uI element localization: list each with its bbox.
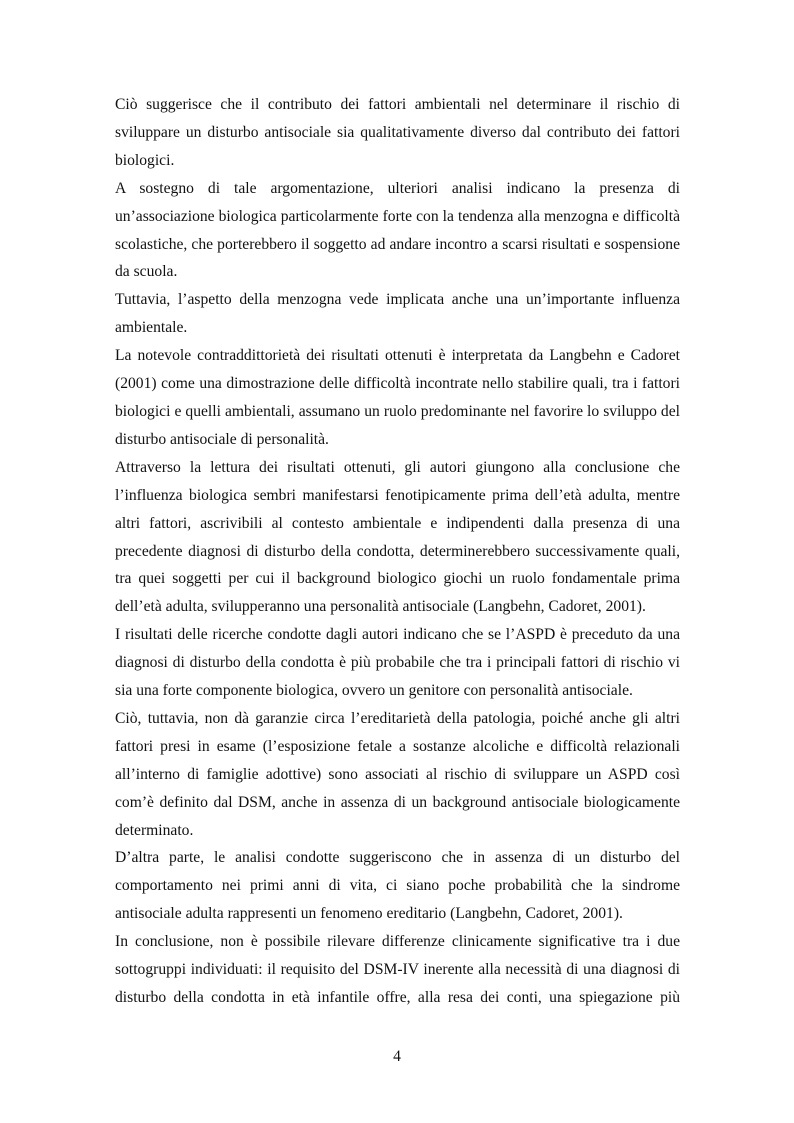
- paragraph: I risultati delle ricerche condotte dagli autori indicano che se l’ASPD è preceduto da una diagnosi di disturbo della condotta è più probabile che tra i principali fattori di rischio vi sia una forte componente biologica, ovvero un genitore con personalità antisociale.: [115, 626, 680, 700]
- paragraph: Ciò, tuttavia, non dà garanzie circa l’ereditarietà della patologia, poiché anche gli altri fattori presi in esame (l’esposizione fetale a sostanze alcoliche e difficoltà relazionali all’interno di famiglie adottive) sono associati al rischio di sviluppare un ASPD così com’è definito dal DSM, anche in assenza di un background antisociale biologicamente determinato.: [115, 709, 680, 839]
- paragraph: Tuttavia, l’aspetto della menzogna vede implicata anche una un’importante influenza ambientale.: [115, 291, 680, 337]
- page-number: 4: [393, 1048, 401, 1065]
- paragraph: A sostegno di tale argomentazione, ulteriori analisi indicano la presenza di un’associazione biologica particolarmente forte con la tendenza alla menzogna e difficoltà scolastiche, che porterebbero il soggetto ad andare incontro a scarsi risultati e sospensione da scuola.: [115, 179, 680, 281]
- paragraph: Attraverso la lettura dei risultati ottenuti, gli autori giungono alla conclusione che l’influenza biologica sembri manifestarsi fenotipicamente prima dell’età adulta, mentre altri fattori, ascrivibili al contesto ambientale e indipendenti dalla presenza di una precedente diagnosi di disturbo della condotta, determinerebbero successivamente quali, tra quei soggetti per cui il background biologico giochi un ruolo fondamentale prima dell’età adulta, svilupperanno una personalità antisociale (Langbehn, Cadoret, 2001).: [115, 458, 680, 616]
- paragraph: In conclusione, non è possibile rilevare differenze clinicamente significative tra i due sottogruppi individuati: il requisito del DSM-IV inerente alla necessità di una diagnosi di disturbo della condotta in età infantile offre, alla resa dei conti, una spiegazione più: [115, 933, 680, 1006]
- body-text: [115, 91, 680, 1012]
- paragraph: Ciò suggerisce che il contributo dei fattori ambientali nel determinare il rischio di sviluppare un disturbo antisociale sia qualitativamente diverso dal contributo dei fattori biologici.: [115, 96, 680, 169]
- paragraph: D’altra parte, le analisi condotte suggeriscono che in assenza di un disturbo del comportamento nei primi anni di vita, ci siano poche probabilità che la sindrome antisociale adulta rappresenti un fenomeno ereditario (Langbehn, Cadoret, 2001).: [115, 849, 680, 923]
- paragraph: La notevole contraddittorietà dei risultati ottenuti è interpretata da Langbehn e Cadoret (2001) come una dimostrazione delle difficoltà incontrate nello stabilire quali, tra i fattori biologici e quelli ambientali, assumano un ruolo predominante nel favorire lo sviluppo del disturbo antisociale di personalità.: [115, 347, 680, 448]
